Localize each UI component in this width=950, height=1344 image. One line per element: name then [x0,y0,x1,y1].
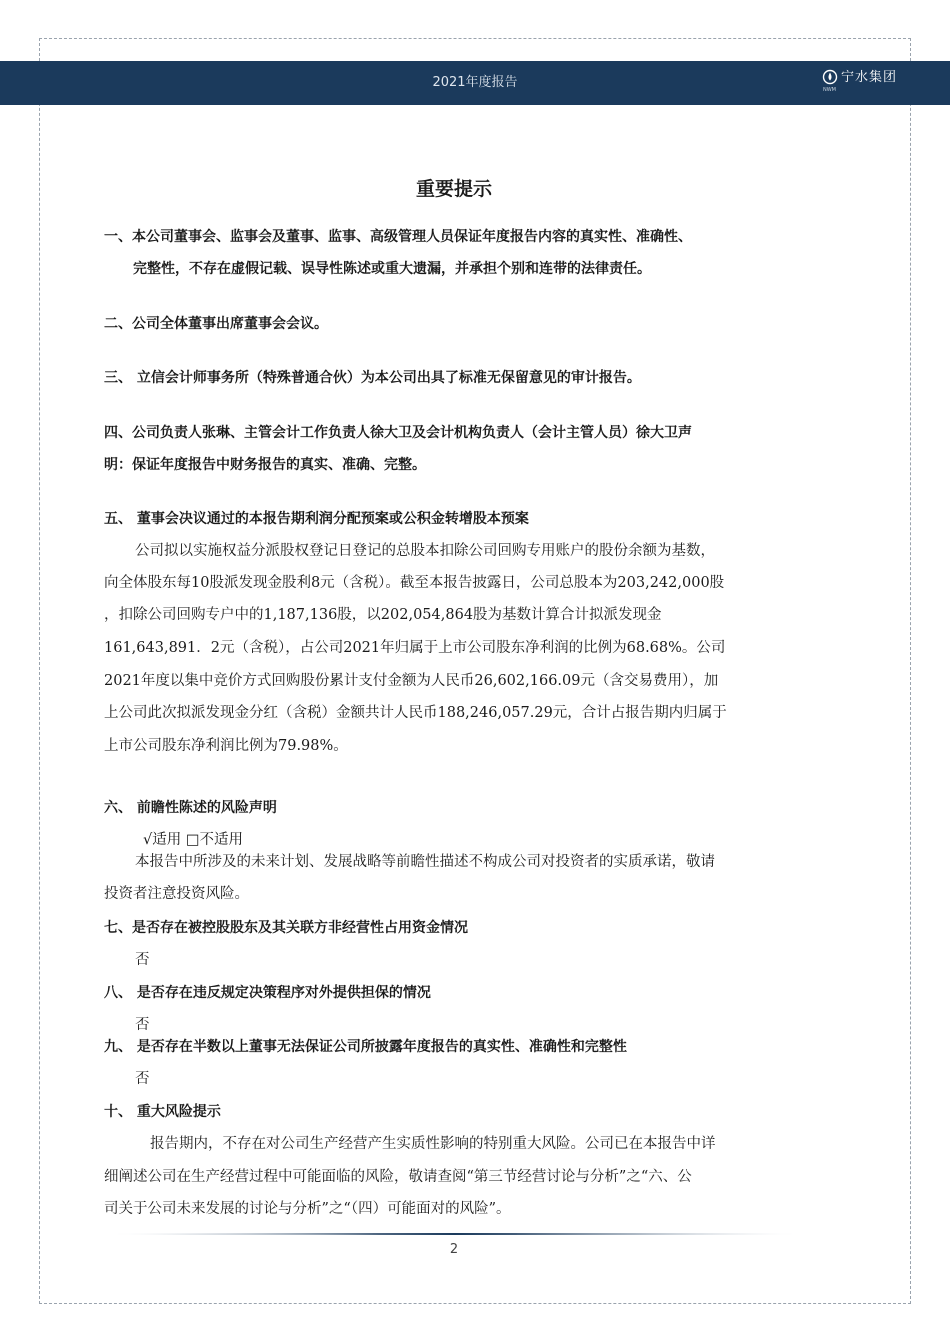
footer-divider [110,1232,800,1236]
section-9-heading: 九、 是否存在半数以上董事无法保证公司所披露年度报告的真实性、准确性和完整性 [104,1039,627,1055]
section-2: 二、公司全体董事出席董事会会议。 [104,316,328,332]
section-7-heading: 七、是否存在被控股股东及其关联方非经营性占用资金情况 [104,920,468,936]
section-7-answer: 否 [135,952,150,968]
section-5-body-line: 上公司此次拟派发现金分红（含税）金额共计人民币188,246,057.29元，合计占报告期内归属于 [104,705,727,721]
section-5-body-line: ，扣除公司回购专户中的1,187,136股，以202,054,864股为基数计算合计拟派发现金 [104,607,662,623]
section-10-body-line: 报告期内，不存在对公司生产经营产生实质性影响的特别重大风险。公司已在本报告中详 [150,1136,716,1152]
section-5-body-line: 向全体股东每10股派发现金股利8元（含税）。截至本报告披露日，公司总股本为203,242,000股 [104,575,725,591]
section-1-line-1: 一、本公司董事会、监事会及董事、监事、高级管理人员保证年度报告内容的真实性、准确性、 [104,229,692,245]
page-title: 重要提示 [415,178,492,200]
section-5-body-line: 公司拟以实施权益分派股权登记日登记的总股本扣除公司回购专用账户的股份余额为基数， [135,543,715,559]
section-3: 三、 立信会计师事务所（特殊普通合伙）为本公司出具了标准无保留意见的审计报告。 [104,370,641,386]
section-1-line-2: 完整性，不存在虚假记载、误导性陈述或重大遗漏，并承担个别和连带的法律责任。 [133,261,651,277]
section-5-body-line: 161,643,891．2元（含税），占公司2021年归属于上市公司股东净利润的比例为68.68%。公司 [104,640,726,656]
company-logo [822,68,922,98]
section-6-body-line: 本报告中所涉及的未来计划、发展战略等前瞻性描述不构成公司对投资者的实质承诺，敬请 [135,854,715,870]
section-10-heading: 十、 重大风险提示 [104,1104,221,1120]
section-9-answer: 否 [135,1071,150,1087]
section-6-body-line: 投资者注意投资风险。 [104,886,249,902]
section-5-heading: 五、 董事会决议通过的本报告期利润分配预案或公积金转增股本预案 [104,511,529,527]
section-6-heading: 六、 前瞻性陈述的风险声明 [104,800,277,816]
section-4-line-1: 四、公司负责人张琳、主管会计工作负责人徐大卫及会计机构负责人（会计主管人员）徐大卫声 [104,425,692,441]
section-8-heading: 八、 是否存在违反规定决策程序对外提供担保的情况 [104,985,431,1001]
section-10-body-line: 司关于公司未来发展的讨论与分析”之“（四）可能面对的风险”。 [104,1201,511,1217]
page-number: 2 [449,1242,459,1257]
report-title: 2021年度报告 [432,75,518,90]
section-8-answer: 否 [135,1017,150,1033]
logo-drop-icon [822,69,838,85]
section-4-line-2: 明：保证年度报告中财务报告的真实、准确、完整。 [104,457,426,473]
section-10-body-line: 细阐述公司在生产经营过程中可能面临的风险，敬请查阅“第三节经营讨论与分析”之“六、公 [104,1169,692,1185]
logo-text: 宁水集团 [841,70,898,85]
section-5-body-line: 上市公司股东净利润比例为79.98%。 [104,738,348,754]
logo-sub-text: NWM [823,87,836,93]
applicable-checkbox-row: √适用 □不适用 [143,832,244,848]
section-5-body-line: 2021年度以集中竞价方式回购股份累计支付金额为人民币26,602,166.09元（含交易费用），加 [104,673,719,689]
